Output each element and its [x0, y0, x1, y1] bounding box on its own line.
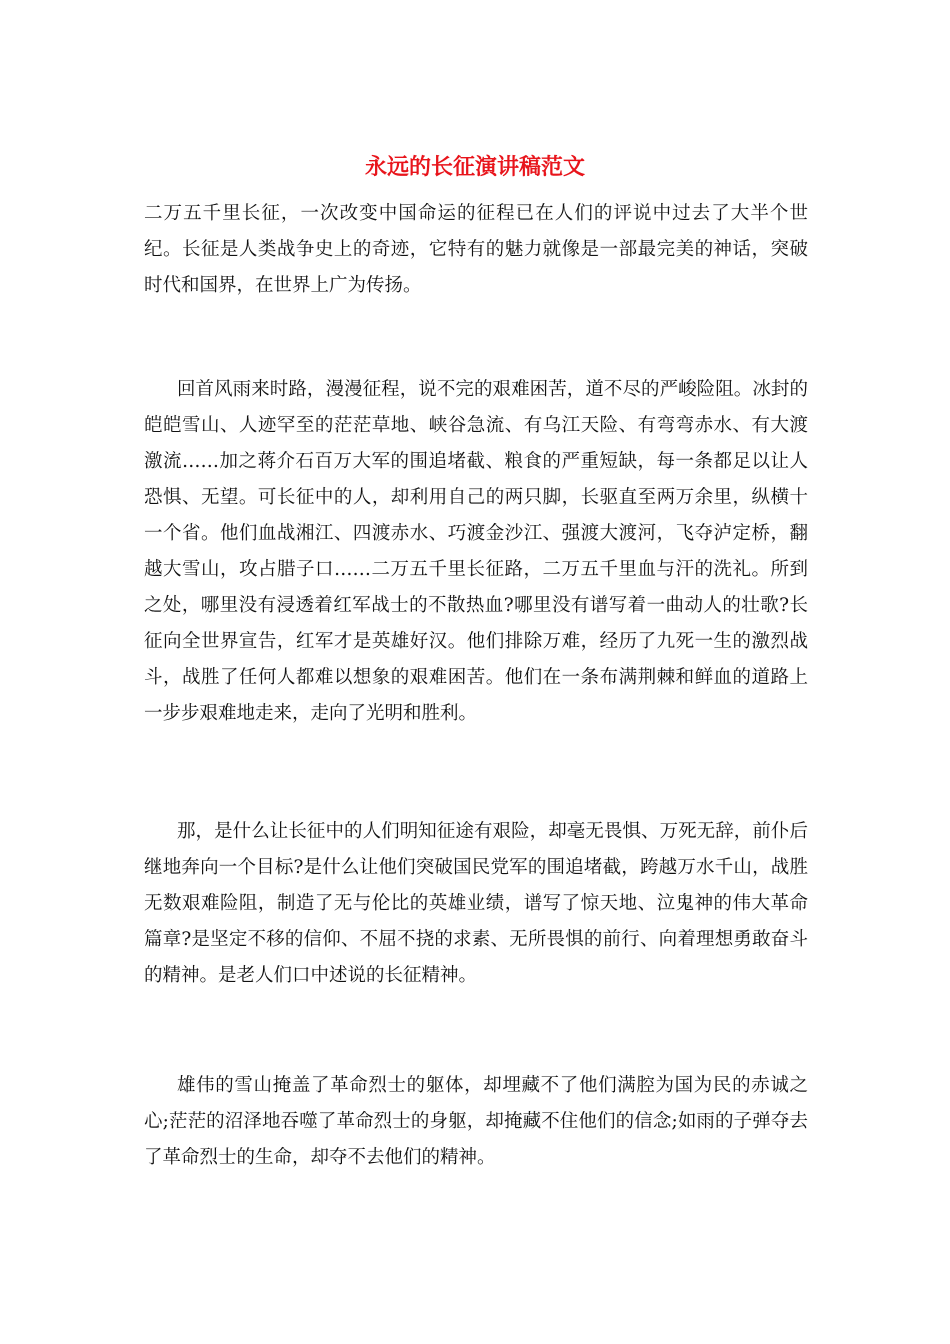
page-title: 永远的长征演讲稿范文	[364, 155, 585, 180]
paragraph-spirit: 雄伟的雪山掩盖了革命烈士的躯体，却埋藏不了他们满腔为国为民的赤诚之心;茫茫的沼泽地吞噬了革命烈士的身躯，却掩藏不住他们的信念;如雨的子弹夺去了革命烈士的生命，却夺不去他们的精神。	[144, 1075, 808, 1168]
paragraph-intro: 二万五千里长征，一次改变中国命运的征程已在人们的评说中过去了大半个世纪。长征是人类战争史上的奇迹，它特有的魅力就像是一部最完美的神话，突破时代和国界，在世界上广为传扬。	[144, 203, 808, 296]
paragraph-journey: 回首风雨来时路，漫漫征程，说不完的艰难困苦，道不尽的严峻险阻。冰封的皑皑雪山、人迹罕至的茫茫草地、峡谷急流、有乌江天险、有弯弯赤水、有大渡激流……加之蒋介石百万大军的围追堵截、粮食的严重短缺，每一条都足以让人恐惧、无望。可长征中的人，却利用自己的两只脚，长驱直至两万余里，纵横十一个省。他们血战湘江、四渡赤水、巧渡金沙江、强渡大渡河，飞夺泸定桥，翻越大雪山，攻占腊子口……二万五千里长征路，二万五千里血与汗的洗礼。所到之处，哪里没有浸透着红军战士的不散热血?哪里没有谱写着一曲动人的壮歌?长征向全世界宣告，红军才是英雄好汉。他们排除万难，经历了九死一生的激烈战斗，战胜了任何人都难以想象的艰难困苦。他们在一条布满荆棘和鲜血的道路上一步步艰难地走来，走向了光明和胜利。	[144, 379, 808, 724]
paragraph-question: 那，是什么让长征中的人们明知征途有艰险，却毫无畏惧、万死无辞，前仆后继地奔向一个目标?是什么让他们突破国民党军的围追堵截，跨越万水千山，战胜无数艰难险阻，制造了无与伦比的英雄业绩，谱写了惊天地、泣鬼神的伟大革命篇章?是坚定不移的信仰、不屈不挠的求素、无所畏惧的前行、向着理想勇敢奋斗的精神。是老人们口中述说的长征精神。	[144, 821, 808, 986]
